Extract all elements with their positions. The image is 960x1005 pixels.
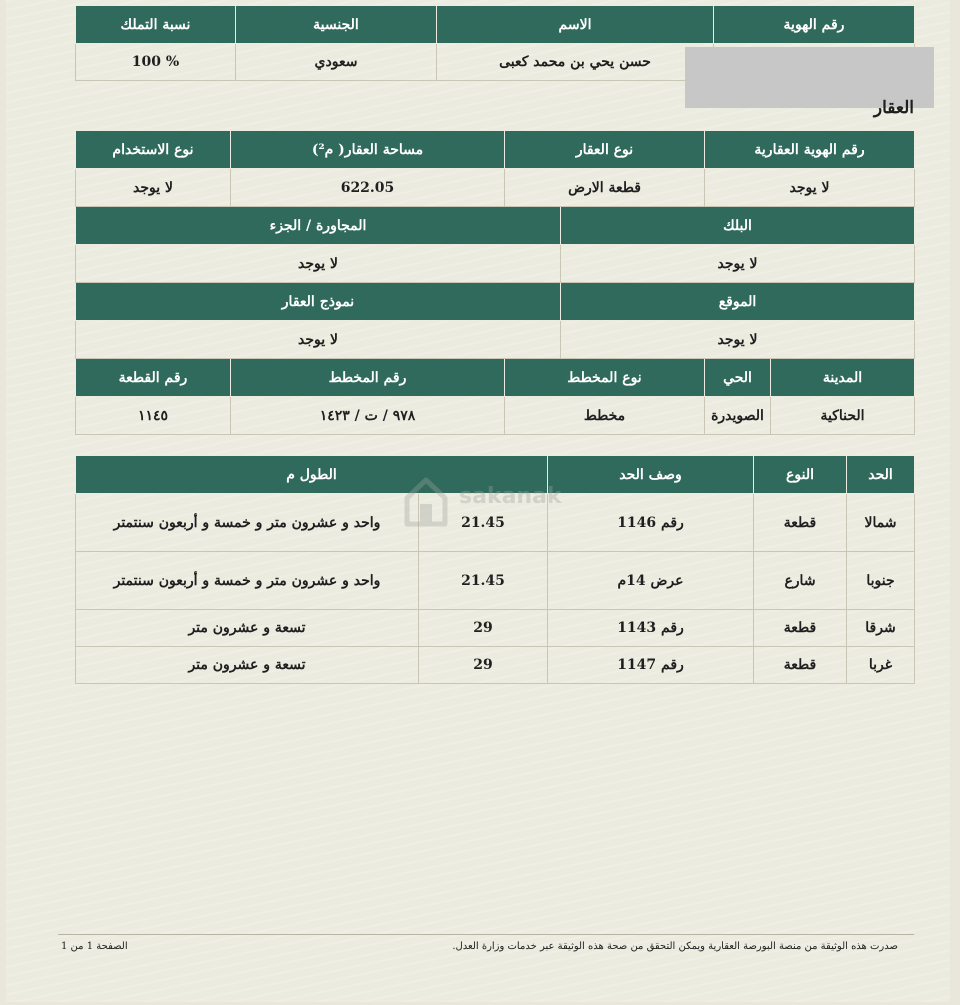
header-neighborhood-part: المجاورة / الجزء <box>76 207 561 245</box>
header-property-type: نوع العقار <box>505 131 705 169</box>
block-value: لا يوجد <box>561 245 915 283</box>
property-header-row-2 <box>76 207 915 245</box>
boundary-side: شمالا <box>847 494 915 552</box>
boundary-length-text: واحد و عشرون متر و خمسة و أربعون سنتمتر <box>76 552 419 610</box>
document-page <box>6 0 950 1002</box>
owner-header-id: رقم الهوية <box>714 6 915 44</box>
city-value: الحناكية <box>771 397 915 435</box>
property-model-value: لا يوجد <box>76 321 561 359</box>
property-type: قطعة الارض <box>505 169 705 207</box>
plot-number-value: ١١٤٥ <box>76 397 231 435</box>
header-side: الحد <box>847 456 915 494</box>
property-id: لا يوجد <box>705 169 915 207</box>
boundary-length-text: واحد و عشرون متر و خمسة و أربعون سنتمتر <box>76 494 419 552</box>
boundary-length: 21.45 <box>419 552 548 610</box>
boundary-row-south <box>76 552 915 610</box>
header-type: النوع <box>754 456 847 494</box>
boundary-description: رقم 1143 <box>548 610 754 647</box>
property-header-row-4 <box>76 359 915 397</box>
section-title: العقار <box>873 98 914 118</box>
header-usage-type: نوع الاستخدام <box>76 131 231 169</box>
header-property-id: رقم الهوية العقارية <box>705 131 915 169</box>
boundary-type: قطعة <box>754 610 847 647</box>
boundaries-header-row <box>76 456 915 494</box>
header-description: وصف الحد <box>548 456 754 494</box>
owner-header-nationality: الجنسية <box>236 6 437 44</box>
boundaries-table <box>75 455 915 684</box>
owner-header-share: نسبة التملك <box>76 6 236 44</box>
owner-share: 100 % <box>76 44 236 81</box>
district-value: الصويدرة <box>705 397 771 435</box>
owner-name: حسن يحي بن محمد كعبى <box>437 44 714 81</box>
page-number: الصفحة 1 من 1 <box>61 941 128 952</box>
boundary-length-text: تسعة و عشرون متر <box>76 610 419 647</box>
boundary-row-east <box>76 610 915 647</box>
property-header-row-1 <box>76 131 915 169</box>
footer-divider <box>58 934 914 935</box>
boundary-type: شارع <box>754 552 847 610</box>
owner-header-name: الاسم <box>437 6 714 44</box>
boundary-length: 21.45 <box>419 494 548 552</box>
property-area: 622.05 <box>231 169 505 207</box>
header-plot-number: رقم القطعة <box>76 359 231 397</box>
property-row-4 <box>76 397 915 435</box>
header-block: البلك <box>561 207 915 245</box>
boundary-description: رقم 1146 <box>548 494 754 552</box>
boundary-type: قطعة <box>754 494 847 552</box>
header-location: الموقع <box>561 283 915 321</box>
header-plan-number: رقم المخطط <box>231 359 505 397</box>
header-length: الطول م <box>76 456 548 494</box>
boundary-length-text: تسعة و عشرون متر <box>76 647 419 684</box>
property-row-2 <box>76 245 915 283</box>
boundary-length: 29 <box>419 647 548 684</box>
header-property-area: مساحة العقار( م²) <box>231 131 505 169</box>
neighborhood-part-value: لا يوجد <box>76 245 561 283</box>
owner-nationality: سعودي <box>236 44 437 81</box>
property-row-3 <box>76 321 915 359</box>
header-property-model: نموذج العقار <box>76 283 561 321</box>
watermark-text: sakanak <box>459 484 562 509</box>
boundary-side: جنوبا <box>847 552 915 610</box>
property-table <box>75 130 915 435</box>
boundary-description: عرض 14م <box>548 552 754 610</box>
boundary-description: رقم 1147 <box>548 647 754 684</box>
plan-number-value: ٩٧٨ / ت / ١٤٢٣ <box>231 397 505 435</box>
header-city: المدينة <box>771 359 915 397</box>
header-plan-type: نوع المخطط <box>505 359 705 397</box>
boundary-side: غربا <box>847 647 915 684</box>
plan-type-value: مخطط <box>505 397 705 435</box>
boundary-row-north <box>76 494 915 552</box>
property-row-1 <box>76 169 915 207</box>
usage-type: لا يوجد <box>76 169 231 207</box>
boundary-side: شرقا <box>847 610 915 647</box>
header-district: الحي <box>705 359 771 397</box>
boundary-type: قطعة <box>754 647 847 684</box>
boundary-row-west <box>76 647 915 684</box>
location-value: لا يوجد <box>561 321 915 359</box>
property-header-row-3 <box>76 283 915 321</box>
footer-note: صدرت هذه الوثيقة من منصة البورصة العقارية ويمكن التحقق من صحة هذه الوثيقة عبر خدمات وزارة العدل. <box>452 941 898 952</box>
owner-header-row <box>76 6 915 44</box>
boundary-length: 29 <box>419 610 548 647</box>
